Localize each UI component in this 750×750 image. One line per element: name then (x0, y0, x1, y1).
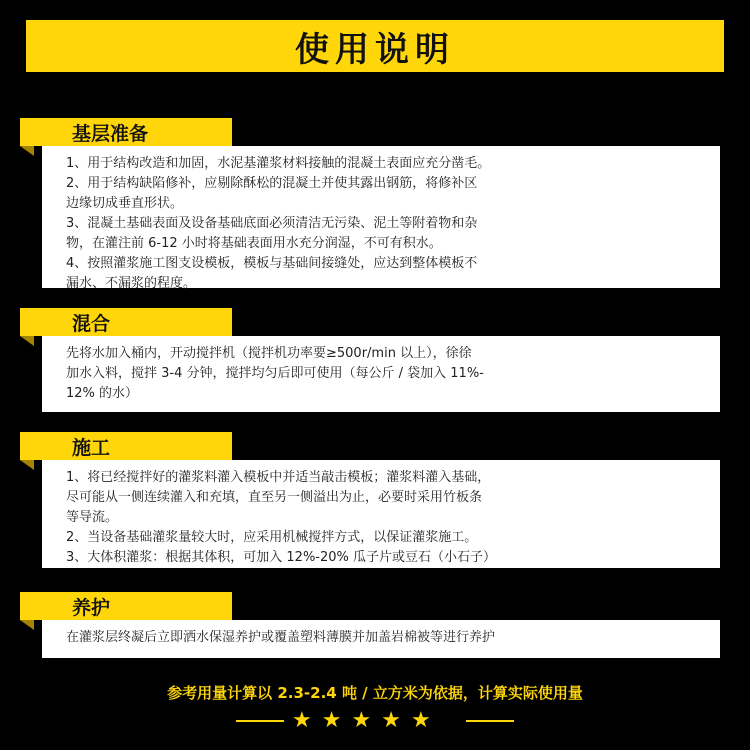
section-construction (20, 432, 720, 568)
text-line: 物，在灌注前 6-12 小时将基础表面用水充分润湿，不可有积水。 (66, 236, 442, 251)
text-line: 1、将已经搅拌好的灌浆料灌入模板中并适当敲击模板；灌浆料灌入基础， (66, 470, 491, 485)
star-icon: ★ (381, 708, 401, 733)
usage-note: 参考用量计算以 2.3-2.4 吨 / 立方米为依据，计算实际使用量 (167, 684, 583, 702)
star-icon: ★ (410, 708, 431, 733)
section-mixing (20, 308, 720, 412)
text-line: 等导流。 (66, 510, 119, 525)
section-card (42, 460, 720, 568)
rating-stars (292, 708, 431, 734)
text-line: 在灌浆层终凝后立即洒水保湿养护或覆盖塑料薄膜并加盖岩棉被等进行养护 (66, 630, 496, 645)
section-heading: 基层准备 (72, 122, 149, 145)
divider-right (466, 720, 514, 722)
section-heading-tab (20, 432, 232, 460)
text-line: 3、大体积灌浆：根据其体积，可加入 12%-20% 瓜子片或豆石（小石子） (66, 550, 497, 565)
page-title: 使用说明 (295, 29, 455, 70)
text-line: 先将水加入桶内，开动搅拌机（搅拌机功率要≥500r/min 以上），徐徐 (66, 346, 472, 361)
text-line: 尽可能从一侧连续灌入和充填，直至另一侧溢出为止，必要时采用竹板条 (66, 490, 483, 505)
text-line: 2、用于结构缺陷修补，应剔除酥松的混凝土并使其露出钢筋，将修补区 (66, 176, 478, 191)
star-icon: ★ (351, 708, 372, 733)
text-line: 漏水、不漏浆的程度。 (66, 276, 197, 291)
text-line: 加水入料，搅拌 3-4 分钟，搅拌均匀后即可使用（每公斤 / 袋加入 11%- (66, 366, 484, 381)
text-line: 12% 的水） (66, 386, 139, 401)
text-line: 2、当设备基础灌浆量较大时，应采用机械搅拌方式，以保证灌浆施工。 (66, 530, 478, 545)
section-heading-tab (20, 308, 232, 336)
divider-left (236, 720, 284, 722)
star-icon: ★ (321, 708, 342, 733)
text-line: 边缘切成垂直形状。 (66, 196, 184, 211)
text-line: 4、按照灌浆施工图支设模板，模板与基础间接缝处，应达到整体模板不 (66, 256, 478, 271)
text-line: 1、用于结构改造和加固，水泥基灌浆材料接触的混凝土表面应充分凿毛。 (66, 156, 491, 171)
section-heading-tab (20, 118, 232, 146)
text-line: 3、混凝土基础表面及设备基础底面必须清洁无污染、泥土等附着物和杂 (66, 216, 478, 231)
section-heading: 混合 (72, 312, 111, 335)
title-banner (26, 20, 724, 72)
star-icon: ★ (292, 708, 312, 733)
section-card (42, 146, 720, 291)
section-card (42, 620, 720, 658)
section-heading-tab (20, 592, 232, 620)
section-curing (20, 592, 720, 658)
section-heading: 施工 (72, 436, 111, 459)
section-base-prep (20, 118, 720, 291)
section-heading: 养护 (72, 596, 111, 619)
section-card (42, 336, 720, 412)
